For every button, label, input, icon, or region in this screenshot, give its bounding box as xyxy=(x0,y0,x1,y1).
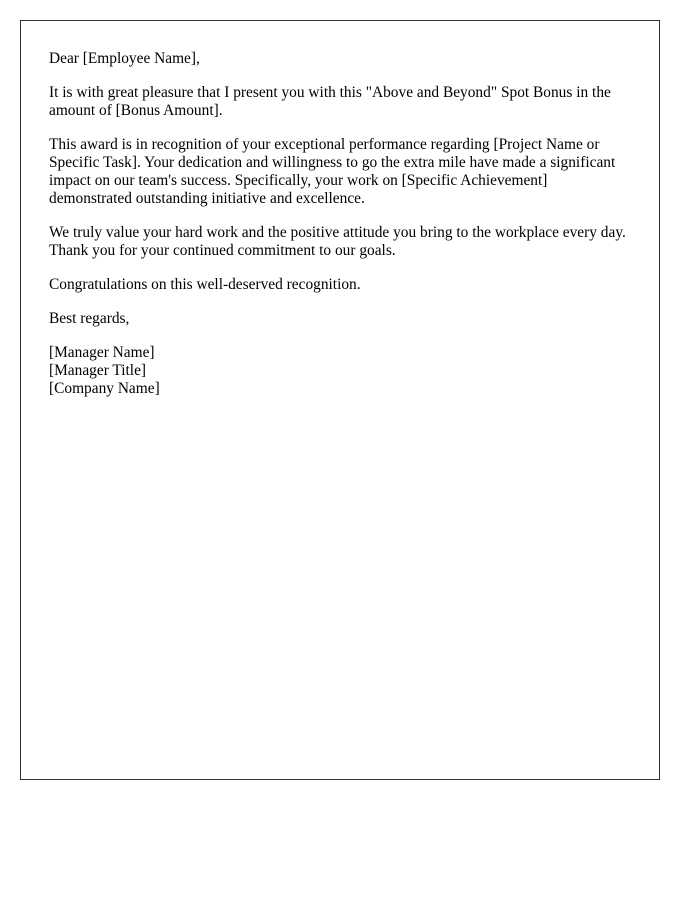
signature-block xyxy=(49,344,631,398)
company-name: [Company Name] xyxy=(49,380,160,397)
closing: Best regards, xyxy=(49,310,130,327)
paragraph-congratulations: Congratulations on this well-deserved recognition. xyxy=(49,276,361,293)
letter-frame xyxy=(20,20,660,780)
letter-body xyxy=(49,50,631,398)
salutation: Dear [Employee Name], xyxy=(49,50,200,67)
manager-title: [Manager Title] xyxy=(49,362,147,379)
manager-name: [Manager Name] xyxy=(49,344,155,361)
paragraph-appreciation: We truly value your hard work and the positive attitude you bring to the workplace every day. Thank you for your continued commitment to our goals. xyxy=(49,224,626,259)
paragraph-bonus-announcement: It is with great pleasure that I present you with this "Above and Beyond" Spot Bonus in the amount of [Bonus Amount]. xyxy=(49,84,611,119)
paragraph-recognition: This award is in recognition of your exceptional performance regarding [Project Name or Specific Task]. Your dedication and willingness to go the extra mile have made a significant impact on our team's success. Specifically, your work on [Specific Achievement] demonstrated outstanding initiative and excellence. xyxy=(49,136,616,207)
